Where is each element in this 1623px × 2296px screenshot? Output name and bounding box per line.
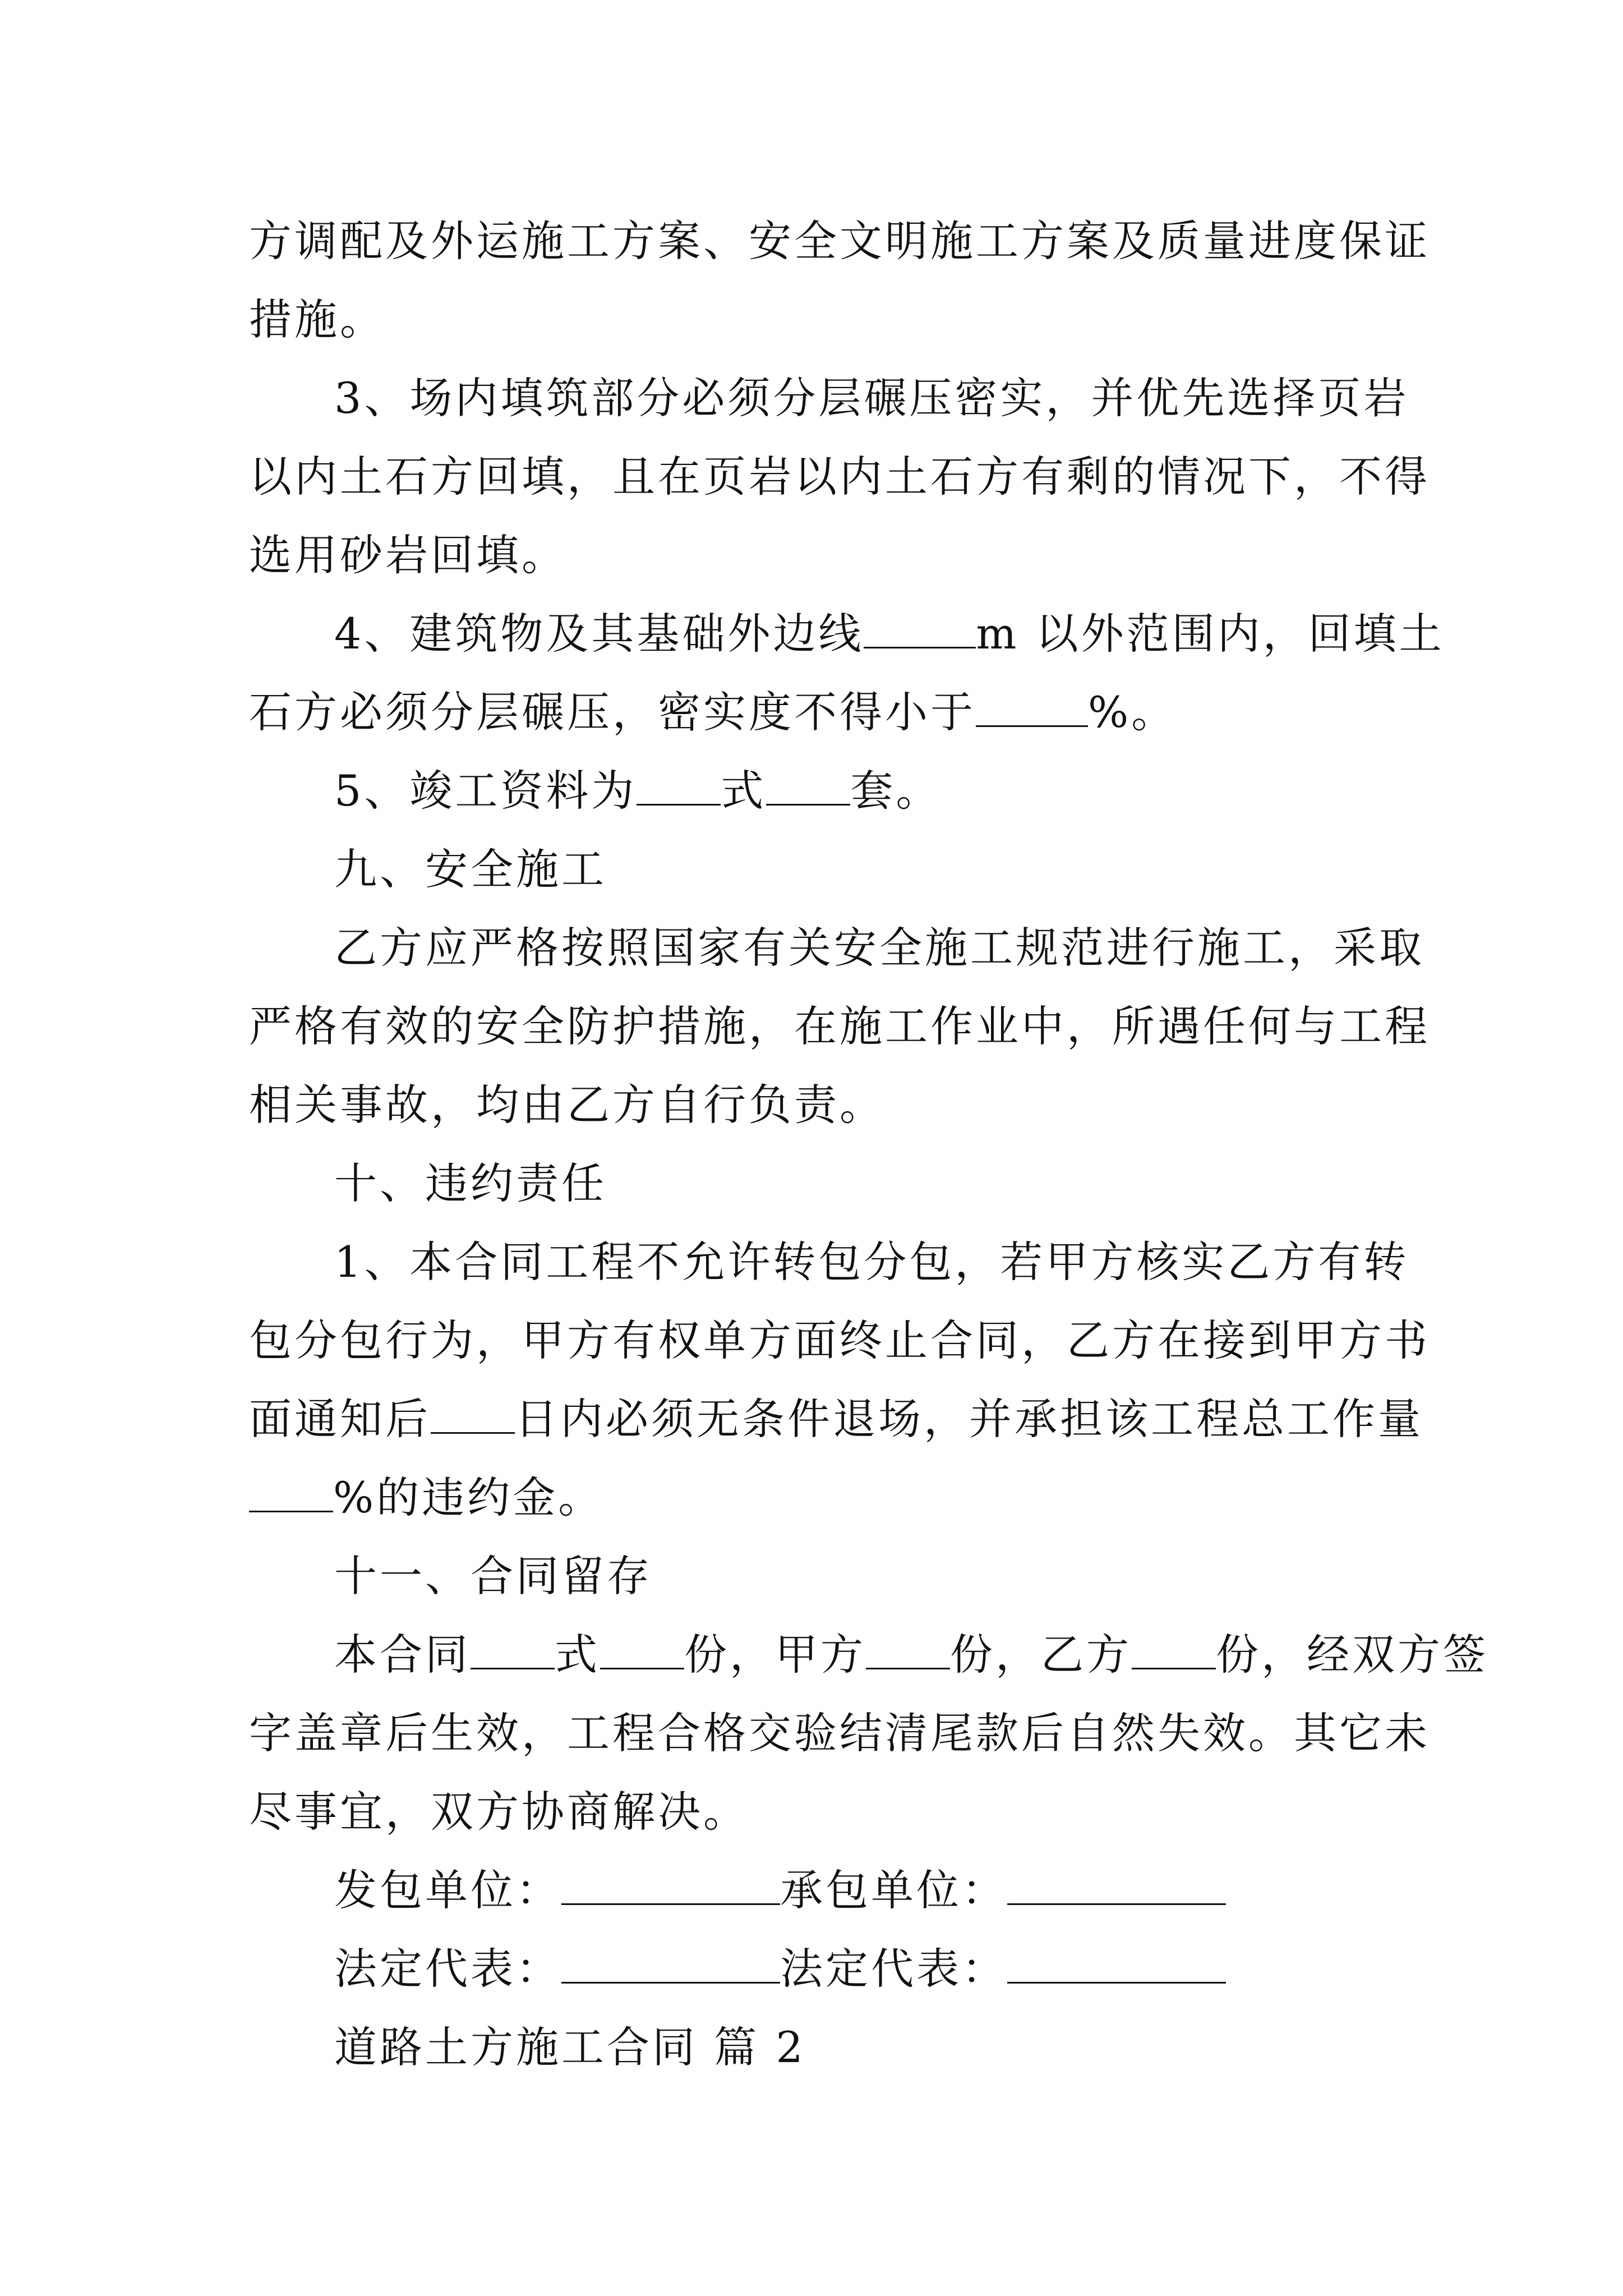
retention-text: 份，乙方 bbox=[950, 1630, 1132, 1680]
blank-field bbox=[637, 765, 721, 806]
retention-paragraph-line bbox=[249, 1616, 1488, 1694]
blank-field bbox=[249, 1471, 333, 1512]
liability-text: %的违约金。 bbox=[333, 1473, 604, 1522]
blank-field bbox=[976, 686, 1088, 727]
clause-5-text: 套。 bbox=[850, 766, 942, 816]
blank-field bbox=[864, 608, 976, 648]
retention-paragraph-line: 尽事宜，双方协商解决。 bbox=[249, 1787, 749, 1837]
clause-4-text: %。 bbox=[1088, 687, 1177, 737]
clause-4-line bbox=[249, 673, 1382, 752]
clause-3-line: 3、场内填筑部分必须分层碾压密实，并优先选择页岩 bbox=[334, 373, 1409, 423]
clause-3-line: 以内土石方回填，且在页岩以内土石方有剩的情况下，不得 bbox=[249, 452, 1430, 501]
clause-4-text: 4、建筑物及其基础外边线 bbox=[334, 609, 864, 659]
clause-4-text: m 以外范围内，回填土 bbox=[976, 609, 1445, 659]
clause-5-text: 5、竣工资料为 bbox=[334, 766, 637, 816]
liability-text: 日内必须无条件退场，并承担该工程总工作量 bbox=[515, 1394, 1423, 1444]
liability-paragraph-line bbox=[249, 1380, 1423, 1458]
retention-text: 本合同 bbox=[334, 1630, 471, 1680]
safety-paragraph-line: 乙方应严格按照国家有关安全施工规范进行施工，采取 bbox=[334, 923, 1424, 973]
clause-5-line bbox=[249, 752, 1382, 830]
signature-line-representative bbox=[249, 1930, 1382, 2008]
signature-label: 发包单位： bbox=[334, 1865, 561, 1915]
blank-field bbox=[561, 1943, 780, 1984]
signature-label: 法定代表： bbox=[334, 1944, 561, 1994]
signature-label: 法定代表： bbox=[780, 1944, 1007, 1994]
liability-paragraph-line: 1、本合同工程不允许转包分包，若甲方核实乙方有转 bbox=[334, 1237, 1409, 1287]
blank-field bbox=[866, 1628, 950, 1669]
blank-field bbox=[1007, 1864, 1226, 1905]
retention-text: 式 bbox=[555, 1630, 600, 1680]
signature-line-employer bbox=[249, 1851, 1382, 1930]
signature-label: 承包单位： bbox=[780, 1865, 1007, 1915]
clause-4-text: 石方必须分层碾压，密实度不得小于 bbox=[249, 687, 976, 737]
blank-field bbox=[471, 1628, 555, 1669]
section-heading-retention: 十一、合同留存 bbox=[334, 1551, 652, 1601]
clause-3-line: 选用砂岩回填。 bbox=[249, 530, 567, 580]
blank-field bbox=[1007, 1943, 1226, 1984]
section-heading-safety: 九、安全施工 bbox=[334, 844, 607, 894]
paragraph-line: 方调配及外运施工方案、安全文明施工方案及质量进度保证 bbox=[249, 216, 1430, 266]
retention-paragraph-line: 字盖章后生效，工程合格交验结清尾款后自然失效。其它未 bbox=[249, 1708, 1430, 1758]
liability-text: 面通知后 bbox=[249, 1394, 431, 1444]
clause-5-text: 式 bbox=[721, 766, 767, 816]
section-heading-liability: 十、违约责任 bbox=[334, 1158, 607, 1208]
next-section-title: 道路土方施工合同 篇 2 bbox=[334, 2022, 806, 2072]
liability-paragraph-line: 包分包行为，甲方有权单方面终止合同，乙方在接到甲方书 bbox=[249, 1315, 1430, 1365]
blank-field bbox=[1132, 1628, 1216, 1669]
safety-paragraph-line: 相关事故，均由乙方自行负责。 bbox=[249, 1080, 885, 1130]
blank-field bbox=[766, 765, 850, 806]
liability-paragraph-line bbox=[249, 1458, 1382, 1537]
blank-field bbox=[600, 1628, 684, 1669]
blank-field bbox=[561, 1864, 780, 1905]
safety-paragraph-line: 严格有效的安全防护措施，在施工作业中，所遇任何与工程 bbox=[249, 1001, 1430, 1051]
paragraph-line: 措施。 bbox=[249, 295, 385, 344]
retention-text: 份，甲方 bbox=[684, 1630, 866, 1680]
retention-text: 份，经双方签 bbox=[1216, 1630, 1488, 1680]
document-body bbox=[249, 202, 1488, 2087]
clause-4-line bbox=[249, 595, 1445, 673]
blank-field bbox=[431, 1393, 515, 1434]
